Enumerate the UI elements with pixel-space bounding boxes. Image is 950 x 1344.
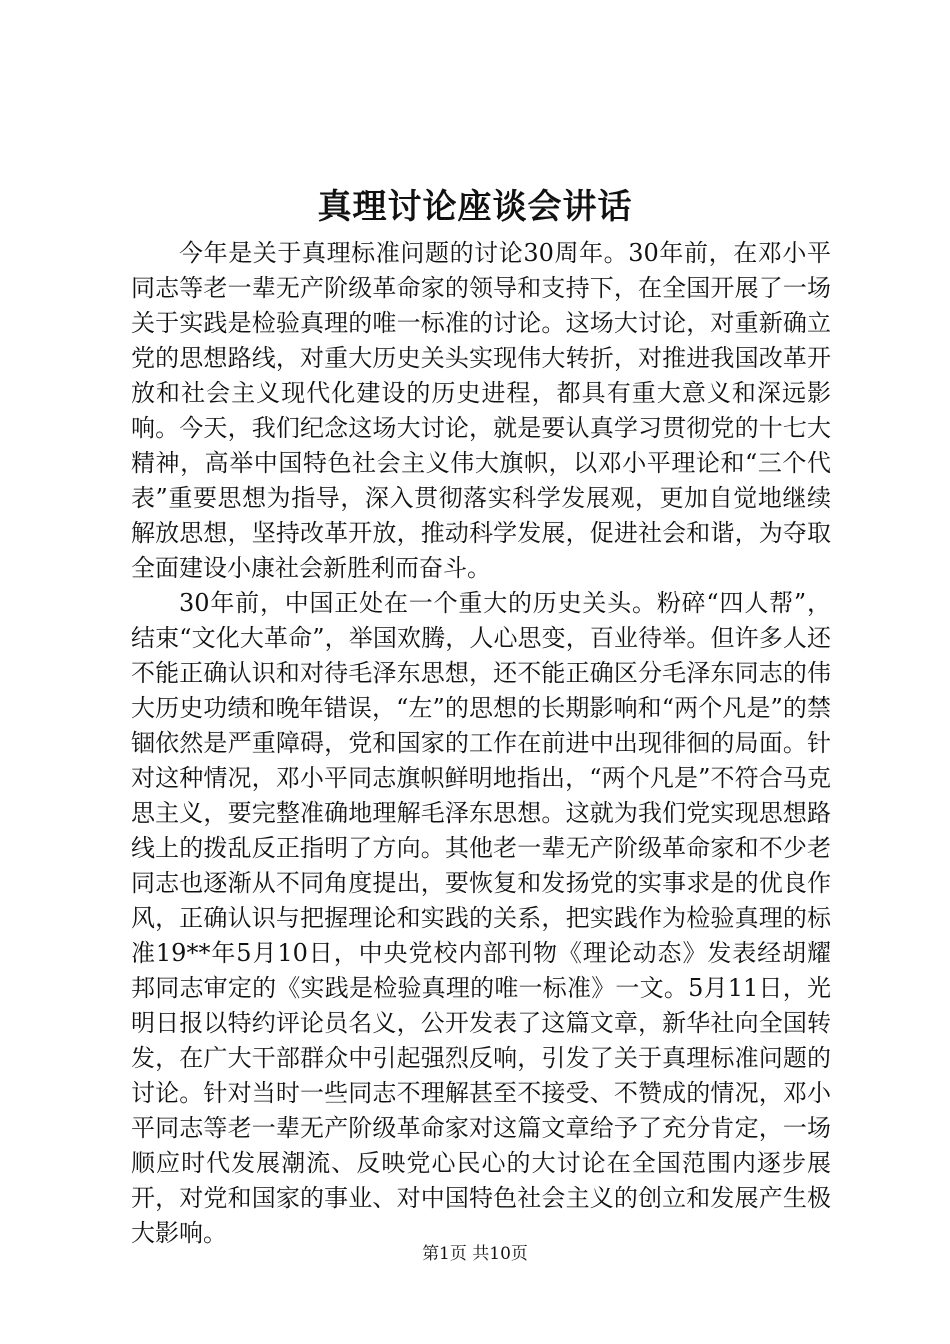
paragraph-2: 30年前，中国正处在一个重大的历史关头。粉碎“四人帮”，结束“文化大革命”，举国欢腾，人心思变，百业待举。但许多人还不能正确认识和对待毛泽东思想，还不能正确区分毛泽东同志的伟大历史功绩和晚年错误，“左”的思想的长期影响和“两个凡是”的禁锢依然是严重障碍，党和国家的工作在前进中出现徘徊的局面。针对这种情况，邓小平同志旗帜鲜明地指出，“两个凡是”不符合马克思主义，要完整准确地理解毛泽东思想。这就为我们党实现思想路线上的拨乱反正指明了方向。其他老一辈无产阶级革命家和不少老同志也逐渐从不同角度提出，要恢复和发扬党的实事求是的优良作风，正确认识与把握理论和实践的关系，把实践作为检验真理的标准19**年5月10日，中央党校内部刊物《理论动态》发表经胡耀邦同志审定的《实践是检验真理的唯一标准》一文。5月11日，光明日报以特约评论员名义，公开发表了这篇文章，新华社向全国转发，在广大干部群众中引起强烈反响，引发了关于真理标准问题的讨论。针对当时一些同志不理解甚至不接受、不赞成的情况，邓小平同志等老一辈无产阶级革命家对这篇文章给予了充分肯定，一场顺应时代发展潮流、反映党心民心的大讨论在全国范围内逐步展开，对党和国家的事业、对中国特色社会主义的创立和发展产生极大影响。 (131, 589, 831, 1247)
document-title: 真理讨论座谈会讲话 (317, 187, 633, 227)
document-body (131, 236, 831, 1251)
page-number-footer: 第1页 共10页 (422, 1244, 528, 1264)
paragraph-1: 今年是关于真理标准问题的讨论30周年。30年前，在邓小平同志等老一辈无产阶级革命家的领导和支持下，在全国开展了一场关于实践是检验真理的唯一标准的讨论。这场大讨论，对重新确立党的思想路线，对重大历史关头实现伟大转折，对推进我国改革开放和社会主义现代化建设的历史进程，都具有重大意义和深远影响。今天，我们纪念这场大讨论，就是要认真学习贯彻党的十七大精神，高举中国特色社会主义伟大旗帜，以邓小平理论和“三个代表”重要思想为指导，深入贯彻落实科学发展观，更加自觉地继续解放思想，坚持改革开放，推动科学发展，促进社会和谐，为夺取全面建设小康社会新胜利而奋斗。 (131, 239, 831, 582)
